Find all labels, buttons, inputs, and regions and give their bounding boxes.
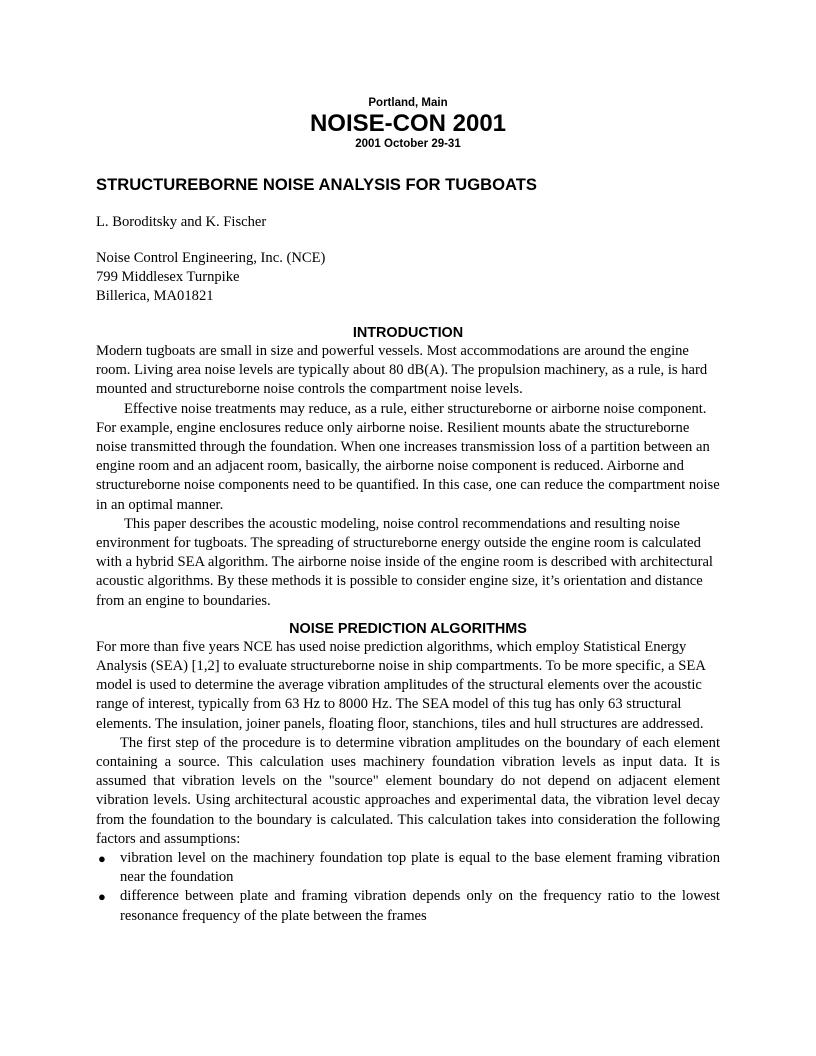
- introduction-paragraph-2: Effective noise treatments may reduce, as a rule, either structureborne or airborne noise component. For example, engine enclosures reduce only airborne noise. Resilient mounts abate the structureborne noise transmitted through the foundation. When one increases transmission loss of a partition between an engine room and an adjacent room, basically, the airborne noise component is reduced. Airborne and structureborne noise components need to be quantified. In this case, one can reduce the compartment noise in an optimal manner.: [96, 400, 720, 513]
- bullet-icon: ●: [98, 889, 106, 905]
- list-item: [96, 887, 720, 925]
- affiliation-organization: Noise Control Engineering, Inc. (NCE): [96, 250, 326, 266]
- introduction-paragraph-1: Modern tugboats are small in size and powerful vessels. Most accommodations are around the engine room. Living area noise levels are typically about 80 dB(A). The propulsion machinery, as a rule, is hard mounted and structureborne noise controls the compartment noise levels.: [96, 343, 708, 398]
- introduction-paragraph-3: This paper describes the acoustic modeling, noise control recommendations and resulting noise environment for tugboats. The spreading of structureborne energy outside the engine room is calculated with a hybrid SEA algorithm. The airborne noise inside of the engine room is described with architectural acoustic algorithms. By these methods it is possible to consider engine size, it’s orientation and distance from an engine to boundaries.: [96, 515, 713, 609]
- bullet-icon: ●: [98, 851, 106, 867]
- list-item-text: vibration level on the machinery foundation top plate is equal to the base element framing vibration near the foundation: [120, 850, 720, 886]
- paper-page: [96, 96, 720, 926]
- conference-header: [96, 96, 720, 151]
- conference-name: NOISE-CON 2001: [309, 110, 507, 137]
- affiliation-street: 799 Middlesex Turnpike: [96, 269, 240, 285]
- affiliation-city: Billerica, MA01821: [96, 288, 214, 304]
- paper-authors: L. Boroditsky and K. Fischer: [96, 214, 267, 230]
- conference-location: Portland, Main: [368, 97, 448, 109]
- list-item: [96, 849, 720, 887]
- list-item-text: difference between plate and framing vibration depends only on the frequency ratio to the lowest resonance frequency of the plate between the frames: [120, 888, 720, 924]
- author-affiliation: [96, 249, 720, 306]
- paper-title: STRUCTUREBORNE NOISE ANALYSIS FOR TUGBOATS: [96, 175, 537, 194]
- assumptions-list: [96, 849, 720, 926]
- section-heading-introduction: INTRODUCTION: [352, 325, 464, 341]
- noise-prediction-paragraph-2: The first step of the procedure is to determine vibration amplitudes on the boundary of each element containing a source. This calculation uses machinery foundation vibration levels as input data. It is assumed that vibration levels on the "source" element boundary do not depend on adjacent element vibration levels. Using architectural acoustic approaches and experimental data, the vibration level decay from the foundation to the boundary is calculated. This calculation takes into consideration the following factors and assumptions:: [96, 734, 720, 847]
- noise-prediction-paragraph-1: For more than five years NCE has used noise prediction algorithms, which employ Statistical Energy Analysis (SEA) [1,2] to evaluate structureborne noise in ship compartments. To be more specific, a SEA model is used to determine the average vibration amplitudes of the structural elements over the acoustic range of interest, typically from 63 Hz to 8000 Hz. The SEA model of this tug has only 63 structural elements. The insulation, joiner panels, floating floor, stanchions, tiles and hull structures are addressed.: [96, 638, 706, 732]
- section-heading-noise-prediction: NOISE PREDICTION ALGORITHMS: [289, 620, 527, 637]
- conference-dates: 2001 October 29-31: [355, 138, 461, 150]
